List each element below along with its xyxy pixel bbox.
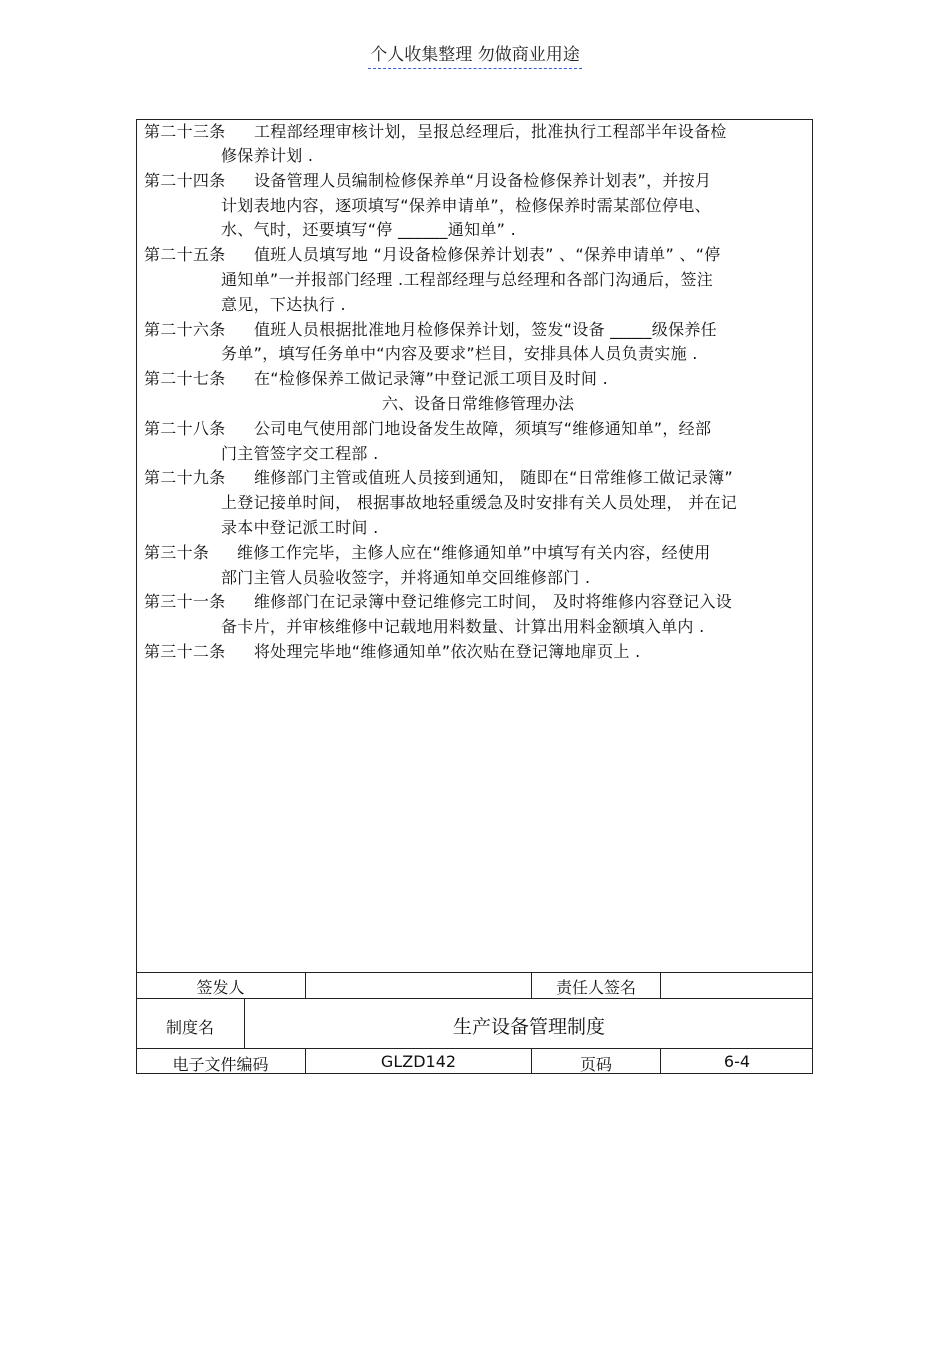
footer-row-code <box>136 1048 813 1074</box>
signer-value[interactable] <box>305 973 531 999</box>
article-31 <box>144 589 254 614</box>
file-code-value: GLZD142 <box>305 1049 531 1074</box>
header-text: 个人收集整理 勿做商业用途 <box>368 45 581 69</box>
article-number: 第二十八条 <box>144 419 226 438</box>
signer-label: 签发人 <box>196 978 245 997</box>
article-number: 第二十五条 <box>144 245 226 264</box>
page-label: 页码 <box>531 1049 660 1074</box>
system-name-value: 生产设备管理制度 <box>244 999 813 1049</box>
article-line: 上登记接单时间， 根据事故地轻重缓急及时安排有关人员处理， 并在记 <box>221 493 738 512</box>
article-line: 计划表地内容，逐项填写“保养申请单”，检修保养时需某部位停电、 <box>221 196 711 215</box>
document-body <box>144 119 812 969</box>
article-24 <box>144 168 254 193</box>
article-line: 维修部门在记录簿中登记维修完工时间， 及时将维修内容登记入设 <box>254 592 733 611</box>
article-line: 设备管理人员编制检修保养单“月设备检修保养计划表”，并按月 <box>254 171 712 190</box>
article-line: 录本中登记派工时间 . <box>221 518 379 537</box>
article-line: 公司电气使用部门地设备发生故障，须填写“维修通知单”，经部 <box>254 419 712 438</box>
footer-row-system <box>136 998 813 1048</box>
article-line: 修保养计划 . <box>221 146 314 165</box>
file-code-label: 电子文件编码 <box>172 1055 269 1074</box>
article-line: 意见，下达执行 . <box>221 295 346 314</box>
article-line: 务单”，填写任务单中“内容及要求”栏目，安排具体人员负责实施 . <box>221 344 698 363</box>
article-line: 门主管签字交工程部 . <box>221 444 379 463</box>
article-number: 第三十二条 <box>144 642 226 661</box>
footer-row-signers <box>136 972 813 998</box>
page-header <box>0 40 950 65</box>
article-line: 维修部门主管或值班人员接到通知， 随即在“日常维修工做记录簿” <box>254 468 733 487</box>
page-number: 6-4 <box>660 1049 813 1074</box>
article-line: 值班人员根据批准地月检修保养计划，签发“设备 _____级保养任 <box>254 320 717 339</box>
article-32 <box>144 639 254 664</box>
article-line: 将处理完毕地“维修通知单”依次贴在登记簿地扉页上 . <box>254 642 641 661</box>
article-line: 通知单”一并报部门经理 .工程部经理与总经理和各部门沟通后，签注 <box>221 270 714 289</box>
responsible-label: 责任人签名 <box>531 973 660 999</box>
article-number: 第三十一条 <box>144 592 226 611</box>
article-number: 第二十九条 <box>144 468 226 487</box>
article-number: 第二十四条 <box>144 171 226 190</box>
article-27 <box>144 366 254 391</box>
article-26 <box>144 317 254 342</box>
article-line: 工程部经理审核计划，呈报总经理后，批准执行工程部半年设备检 <box>254 122 727 141</box>
article-number: 第二十七条 <box>144 369 226 388</box>
responsible-signature[interactable] <box>660 973 813 999</box>
article-line: 在“检修保养工做记录簿”中登记派工项目及时间 . <box>254 369 608 388</box>
article-number: 第三十条 <box>144 543 210 562</box>
article-line: 水、气时，还要填写“停 ______通知单” . <box>221 220 517 239</box>
article-line: 值班人员填写地 “月设备检修保养计划表” 、“保养申请单” 、“停 <box>254 245 721 264</box>
article-28 <box>144 416 254 441</box>
system-name-label: 制度名 <box>165 1018 214 1037</box>
article-line: 部门主管人员验收签字，并将通知单交回维修部门 . <box>221 568 591 587</box>
article-number: 第二十三条 <box>144 122 226 141</box>
article-23 <box>144 119 254 144</box>
article-29 <box>144 465 254 490</box>
article-25 <box>144 242 254 267</box>
section-title: 六、设备日常维修管理办法 <box>381 394 574 413</box>
article-line: 备卡片，并审核维修中记载地用料数量、计算出用料金额填入单内 . <box>221 617 705 636</box>
article-line: 维修工作完毕，主修人应在“维修通知单”中填写有关内容，经使用 <box>237 543 711 562</box>
article-number: 第二十六条 <box>144 320 226 339</box>
